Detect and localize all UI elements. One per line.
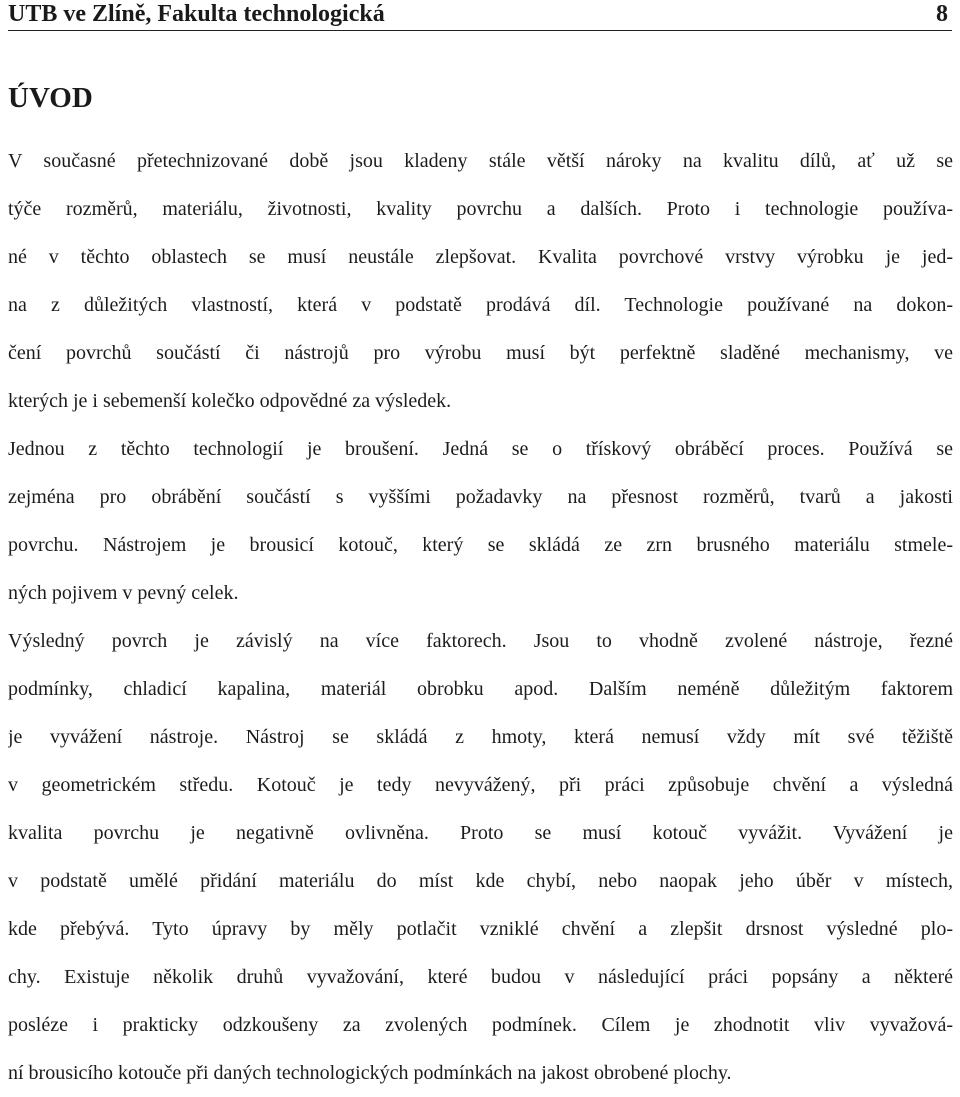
text-line: V současné přetechnizované době jsou kladeny stále větší nároky na kvalitu dílů, ať už se	[8, 150, 953, 172]
text-line: ní brousicího kotouče při daných technologických podmínkách na jakost obrobené plochy.	[8, 1062, 732, 1084]
text-line: na z důležitých vlastností, která v podstatě prodává díl. Technologie používané na dokon-	[8, 294, 953, 316]
text-line: chy. Existuje několik druhů vyvažování, které budou v následující práci popsány a některé	[8, 966, 953, 988]
page-number: 8	[936, 1, 948, 27]
text-line: ných pojivem v pevný celek.	[8, 582, 239, 604]
text-line: posléze i prakticky odzkoušeny za zvolených podmínek. Cílem je zhodnotit vliv vyvažová-	[8, 1014, 953, 1036]
text-line: kterých je i sebemenší kolečko odpovědné za výsledek.	[8, 390, 452, 412]
text-line: kvalita povrchu je negativně ovlivněna. Proto se musí kotouč vyvážit. Vyvážení je	[8, 822, 953, 844]
text-line: kde přebývá. Tyto úpravy by měly potlačit vzniklé chvění a zlepšit drsnost výsledné plo-	[8, 918, 953, 940]
page-header	[8, 0, 952, 31]
paragraph-3	[8, 617, 953, 1097]
text-line: je vyvážení nástroje. Nástroj se skládá z hmoty, která nemusí vždy mít své těžiště	[8, 726, 953, 748]
text-line: v podstatě umělé přidání materiálu do míst kde chybí, nebo naopak jeho úběr v místech,	[8, 870, 953, 892]
text-line: čení povrchů součástí či nástrojů pro výrobu musí být perfektně sladěné mechanismy, ve	[8, 342, 953, 364]
text-line: povrchu. Nástrojem je brousicí kotouč, který se skládá ze zrn brusného materiálu stmele-	[8, 534, 953, 556]
text-line: podmínky, chladicí kapalina, materiál obrobku apod. Dalším neméně důležitým faktorem	[8, 678, 953, 700]
header-title: UTB ve Zlíně, Fakulta technologická	[8, 1, 385, 27]
text-line: Výsledný povrch je závislý na více faktorech. Jsou to vhodně zvolené nástroje, řezné	[8, 630, 953, 652]
text-line: zejména pro obrábění součástí s vyššími požadavky na přesnost rozměrů, tvarů a jakosti	[8, 486, 953, 508]
text-line: Jednou z těchto technologií je broušení. Jedná se o třískový obráběcí proces. Používá se	[8, 438, 953, 460]
section-title: ÚVOD	[8, 82, 93, 114]
text-line: v geometrickém středu. Kotouč je tedy nevyvážený, při práci způsobuje chvění a výsledná	[8, 774, 953, 796]
text-line: né v těchto oblastech se musí neustále zlepšovat. Kvalita povrchové vrstvy výrobku je jed-	[8, 246, 953, 268]
text-line: týče rozměrů, materiálu, životnosti, kvality povrchu a dalších. Proto i technologie používa-	[8, 198, 953, 220]
paragraph-2	[8, 425, 953, 617]
paragraph-1	[8, 137, 953, 425]
